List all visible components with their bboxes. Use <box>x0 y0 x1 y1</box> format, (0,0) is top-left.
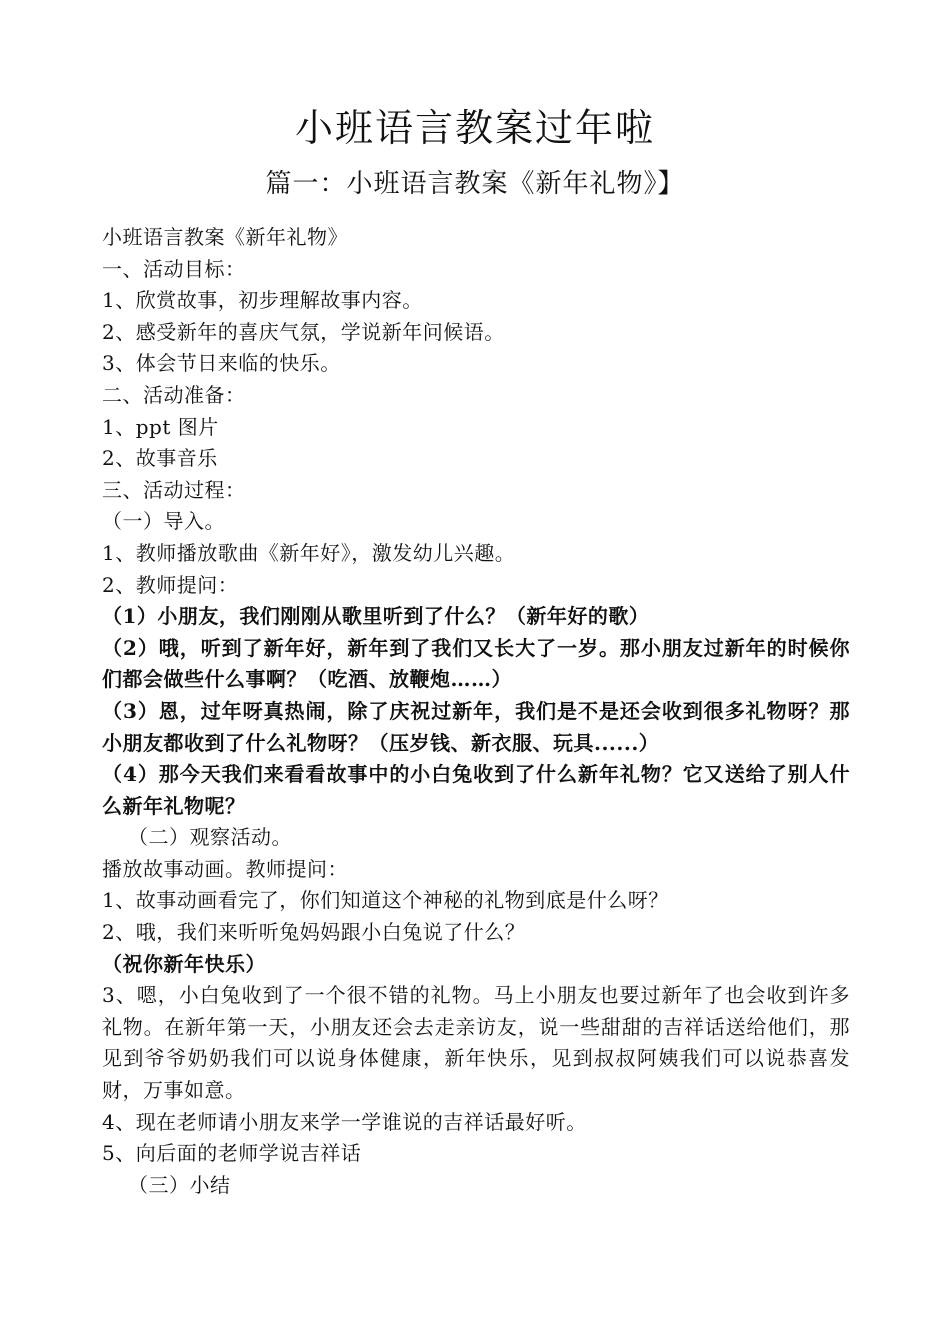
process-item: 2、哦，我们来听听兔妈妈跟小白兔说了什么？ <box>102 920 526 945</box>
process-item: 3、嗯，小白兔收到了一个很不错的礼物。马上小朋友也要过新年了也会收到许多礼物。在新年第一天，小朋友还会去走亲访友，说一些甜甜的吉祥话送给他们，那见到爷爷奶奶我们可以说身体健康，新年快乐，见到叔叔阿姨我们可以说恭喜发财，万事如意。 <box>102 983 850 1103</box>
subsection-heading-summary: （三）小结 <box>128 1172 231 1197</box>
document-body <box>102 222 850 1201</box>
document-subtitle: 篇一：小班语言教案《新年礼物》】 <box>265 169 685 199</box>
section-heading-preparation: 二、活动准备： <box>102 382 246 407</box>
goal-item: 3、体会节日来临的快乐。 <box>102 351 341 376</box>
process-item: 1、教师播放歌曲《新年好》，激发幼儿兴趣。 <box>102 540 516 565</box>
preparation-item: 1、ppt 图片 <box>102 414 219 439</box>
section-heading-goals: 一、活动目标： <box>102 256 246 281</box>
preparation-item: 2、故事音乐 <box>102 446 218 471</box>
process-item: 播放故事动画。教师提问： <box>102 856 348 881</box>
goal-item: 1、欣赏故事，初步理解故事内容。 <box>102 288 423 313</box>
question-item: （2）哦，听到了新年好，新年到了我们又长大了一岁。那小朋友过新年的时候你们都会做些什么事啊？（吃酒、放鞭炮……） <box>102 635 850 692</box>
process-item: 2、教师提问： <box>102 572 239 597</box>
subsection-heading-intro: （一）导入。 <box>102 509 225 534</box>
process-item: 4、现在老师请小朋友来学一学谁说的吉祥话最好听。 <box>102 1109 587 1134</box>
subsection-heading-observe: （二）观察活动。 <box>128 825 292 850</box>
question-item: （3）恩，过年呀真热闹，除了庆祝过新年，我们是不是还会收到很多礼物呀？那小朋友都收到了什么礼物呀？（压岁钱、新衣服、玩具......） <box>102 698 850 755</box>
question-item: （1）小朋友，我们刚刚从歌里听到了什么？（新年好的歌） <box>102 604 650 629</box>
process-item: 5、向后面的老师学说吉祥话 <box>102 1141 362 1166</box>
goal-item: 2、感受新年的喜庆气氛，学说新年问候语。 <box>102 319 505 344</box>
question-item: （4）那今天我们来看看故事中的小白兔收到了什么新年礼物？它又送给了别人什么新年礼物呢？ <box>102 762 850 818</box>
section-heading-process: 三、活动过程： <box>102 477 246 502</box>
process-item: 1、故事动画看完了，你们知道这个神秘的礼物到底是什么呀？ <box>102 888 669 913</box>
answer-note: （祝你新年快乐） <box>102 951 266 976</box>
lesson-heading: 小班语言教案《新年礼物》 <box>102 225 348 249</box>
document-title: 小班语言教案过年啦 <box>294 106 655 150</box>
